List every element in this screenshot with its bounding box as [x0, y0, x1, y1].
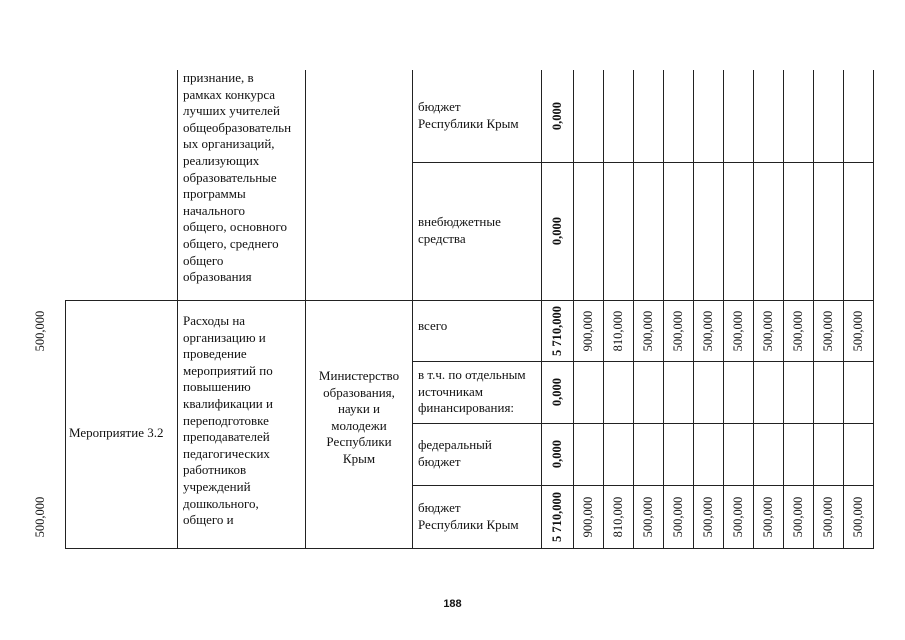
funding-total: 0,000: [550, 216, 564, 246]
funding-source-label: бюджет: [418, 99, 461, 115]
funding-total: 0,000: [550, 439, 564, 469]
table-horizontal-rule: [412, 162, 874, 163]
table-horizontal-rule: [65, 548, 874, 549]
activity-description: общего, среднего: [183, 236, 279, 251]
activity-description: учреждений: [183, 479, 251, 494]
funding-source-label: внебюджетные: [418, 214, 501, 230]
executor: Республики: [326, 434, 392, 450]
page-number: 188: [443, 598, 462, 610]
funding-total: 0,000: [550, 101, 564, 131]
table-vertical-rule: [663, 70, 664, 548]
funding-year-value: 500,000: [33, 310, 47, 351]
activity-number: Мероприятие 3.2: [69, 425, 164, 440]
funding-total: 5 710,000: [550, 491, 564, 542]
executor: науки и: [337, 401, 381, 417]
funding-year-value: 500,000: [731, 310, 745, 351]
funding-source-label: бюджет: [418, 499, 461, 515]
funding-source-label: Республики Крым: [418, 516, 519, 532]
table-vertical-rule: [813, 70, 814, 548]
activity-description: общего и: [183, 512, 234, 528]
executor: Министерство: [318, 368, 400, 383]
table-vertical-rule: [843, 70, 844, 548]
funding-year-value: 500,000: [851, 496, 865, 537]
funding-source-label: Республики Крым: [418, 116, 519, 131]
funding-year-value: 500,000: [731, 496, 745, 537]
funding-year-value: 500,000: [761, 310, 775, 351]
table-vertical-rule: [177, 70, 178, 548]
funding-year-value: 500,000: [791, 310, 805, 351]
table-vertical-rule: [753, 70, 754, 548]
table-horizontal-rule: [412, 423, 874, 424]
funding-year-value: 810,000: [611, 310, 625, 351]
funding-year-value: 810,000: [611, 496, 625, 537]
funding-year-value: 500,000: [821, 496, 835, 537]
table-vertical-rule: [573, 70, 574, 548]
activity-description: образования: [183, 269, 252, 285]
activity-description: общеобразовательн: [183, 119, 292, 135]
table-vertical-rule: [65, 300, 66, 548]
activity-description: ых организаций,: [183, 136, 275, 152]
table-vertical-rule: [541, 70, 542, 548]
funding-year-value: 500,000: [671, 310, 685, 351]
funding-year-value: 500,000: [821, 310, 835, 351]
activity-description: признание, в: [183, 70, 254, 85]
activity-description: проведение: [183, 346, 247, 362]
activity-description: организацию и: [183, 329, 266, 345]
activity-description: программы: [183, 186, 246, 202]
funding-year-value: 500,000: [761, 496, 775, 537]
funding-source-label: в т.ч. по отдельным: [418, 367, 526, 383]
funding-year-value: 900,000: [581, 310, 595, 351]
activity-description: общего: [183, 252, 224, 268]
table-horizontal-rule: [65, 300, 874, 301]
executor: образования,: [323, 384, 395, 400]
funding-year-value: 500,000: [641, 496, 655, 537]
funding-year-value: 500,000: [701, 496, 715, 537]
funding-source-label: всего: [418, 318, 448, 333]
executor: молодежи: [331, 417, 387, 433]
activity-description: Расходы на: [183, 313, 246, 328]
activity-description: рамках конкурса: [183, 86, 276, 102]
activity-description: реализующих: [183, 153, 260, 168]
funding-year-value: 500,000: [791, 496, 805, 537]
table-vertical-rule: [412, 70, 413, 548]
table-vertical-rule: [723, 70, 724, 548]
funding-year-value: 500,000: [851, 310, 865, 351]
activity-description: общего, основного: [183, 219, 288, 235]
activity-description: квалификации и: [183, 396, 273, 411]
funding-source-label: бюджет: [418, 454, 461, 469]
activity-description: преподавателей: [183, 429, 270, 445]
funding-year-value: 500,000: [671, 496, 685, 537]
activity-description: лучших учителей: [183, 103, 280, 119]
activity-description: начального: [183, 202, 246, 218]
activity-description: повышению: [183, 379, 251, 395]
funding-year-value: 900,000: [581, 496, 595, 537]
table-vertical-rule: [873, 70, 874, 548]
table-vertical-rule: [783, 70, 784, 548]
funding-source-label: федеральный: [418, 437, 492, 453]
funding-year-value: 500,000: [641, 310, 655, 351]
table-vertical-rule: [693, 70, 694, 548]
executor: Крым: [342, 451, 376, 466]
table-vertical-rule: [633, 70, 634, 548]
activity-description: работников: [183, 462, 247, 478]
funding-total: 0,000: [550, 377, 564, 407]
activity-description: образовательные: [183, 169, 277, 185]
funding-year-value: 500,000: [701, 310, 715, 351]
funding-total: 5 710,000: [550, 305, 564, 356]
funding-source-label: средства: [418, 231, 466, 246]
funding-year-value: 500,000: [33, 496, 47, 537]
table-vertical-rule: [603, 70, 604, 548]
funding-source-label: финансирования:: [418, 400, 515, 416]
activity-description: переподготовке: [183, 412, 269, 428]
activity-description: дошкольного,: [183, 495, 259, 511]
activity-description: педагогических: [183, 445, 270, 461]
activity-description: мероприятий по: [183, 362, 273, 378]
funding-source-label: источникам: [418, 383, 483, 399]
table-vertical-rule: [305, 70, 306, 548]
